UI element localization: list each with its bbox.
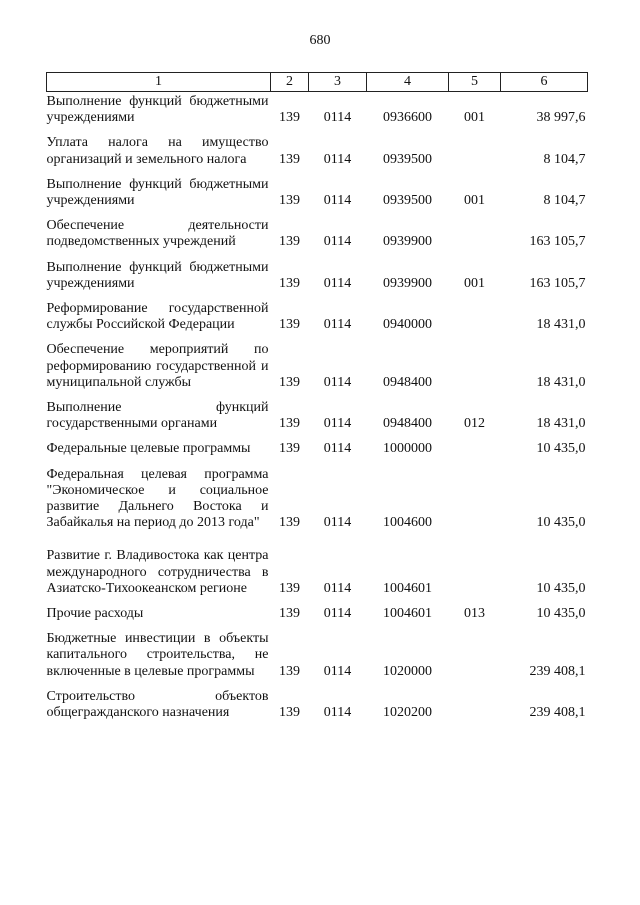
row-amount: 18 431,0 [536,317,586,333]
row-col-4: 1004601 [383,580,432,596]
row-amount: 10 435,0 [536,580,586,596]
row-amount: 18 431,0 [536,374,586,390]
row-name: Выполнение функций бюджетными учреждениями [46,176,269,209]
row-name: Обеспечение мероприятий по реформированию государственной и муниципальной службы [46,342,269,390]
row-col-5 [449,458,501,532]
row-col-5: 001 [464,275,485,291]
row-name: Бюджетные инвестиции в объекты капитального строительства, не включенные в целевые программы [46,631,269,679]
row-col-5: 012 [464,416,485,432]
table-body [47,92,588,722]
table-row [47,432,588,457]
row-amount: 38 997,6 [536,110,586,126]
table-row [47,622,588,680]
row-col-5 [449,531,501,597]
row-col-3: 0114 [323,110,352,126]
table-row [47,126,588,167]
row-col-4: 0940000 [383,317,432,333]
row-col-3: 0114 [323,580,352,596]
table-row [47,597,588,622]
row-name: Выполнение функций государственными органами [46,400,269,432]
row-col-4: 1004601 [383,606,432,622]
row-amount: 8 104,7 [543,193,586,209]
row-col-5: 001 [464,110,485,126]
row-col-5 [449,292,501,333]
row-name: Реформирование государственной службы Российской Федерации [46,301,269,333]
row-col-2: 139 [279,151,300,167]
row-amount: 10 435,0 [536,606,586,622]
row-col-2: 139 [279,110,300,126]
row-name: Выполнение функций бюджетными учреждениями [46,259,269,291]
row-col-2: 139 [279,515,300,531]
row-amount: 10 435,0 [536,441,586,457]
row-col-4: 1020000 [383,663,432,679]
row-col-2: 139 [279,441,300,457]
table-row [47,92,588,127]
row-col-4: 0939500 [383,193,432,209]
table-row [47,251,588,292]
row-col-3: 0114 [323,441,352,457]
table-row [47,168,588,209]
row-name: Строительство объектов общегражданского назначения [46,688,269,721]
row-col-3: 0114 [323,515,352,531]
row-col-4: 0939900 [383,275,432,291]
budget-table [46,72,588,721]
row-col-5 [449,680,501,721]
row-col-2: 139 [279,193,300,209]
row-col-4: 1000000 [383,441,432,457]
header-row [47,73,588,92]
row-amount: 18 431,0 [536,416,586,432]
row-name: Прочие расходы [46,606,144,622]
row-col-2: 139 [279,606,300,622]
row-col-3: 0114 [323,705,352,721]
row-amount: 10 435,0 [536,515,586,531]
row-col-2: 139 [279,580,300,596]
table-row [47,292,588,333]
row-amount: 163 105,7 [529,275,586,291]
row-col-4: 0939900 [383,234,432,250]
row-col-2: 139 [279,663,300,679]
table-row [47,531,588,597]
row-col-3: 0114 [323,317,352,333]
column-header-3: 3 [309,73,367,92]
table-row [47,333,588,391]
row-col-4: 0939500 [383,151,432,167]
column-header-2: 2 [271,73,309,92]
row-col-3: 0114 [323,275,352,291]
table-row [47,391,588,432]
row-amount: 163 105,7 [529,234,586,250]
row-col-2: 139 [279,234,300,250]
row-name: Развитие г. Владивостока как центра международного сотрудничества в Азиатско-Тихоокеанском регионе [46,548,269,596]
row-col-3: 0114 [323,151,352,167]
table-row [47,680,588,721]
table-row [47,458,588,532]
row-col-2: 139 [279,317,300,333]
row-col-4: 0948400 [383,416,432,432]
row-name: Федеральная целевая программа "Экономическое и социальное развитие Дальнего Востока и Забайкалья на период до 2013 года" [46,466,269,531]
row-name: Уплата налога на имущество организаций и земельного налога [46,135,269,167]
row-amount: 239 408,1 [529,663,586,679]
row-col-4: 0948400 [383,374,432,390]
row-col-5: 001 [464,193,485,209]
row-col-5 [449,333,501,391]
row-name: Федеральные целевые программы [46,441,251,457]
row-col-2: 139 [279,416,300,432]
row-name: Выполнение функций бюджетными учреждениями [46,94,269,126]
row-col-5 [449,126,501,167]
row-col-3: 0114 [323,374,352,390]
row-amount: 239 408,1 [529,705,586,721]
row-col-2: 139 [279,275,300,291]
row-amount: 8 104,7 [543,151,586,167]
row-name: Обеспечение деятельности подведомственных учреждений [46,218,269,250]
row-col-5 [449,209,501,250]
row-col-5: 013 [464,606,485,622]
row-col-2: 139 [279,374,300,390]
row-col-4: 1004600 [383,515,432,531]
row-col-3: 0114 [323,606,352,622]
row-col-3: 0114 [323,193,352,209]
column-header-6: 6 [501,73,588,92]
row-col-3: 0114 [323,663,352,679]
column-header-1: 1 [47,73,271,92]
table-row [47,209,588,250]
column-header-5: 5 [449,73,501,92]
table-header [47,73,588,92]
column-header-4: 4 [367,73,449,92]
row-col-4: 0936600 [383,110,432,126]
row-col-5 [449,622,501,680]
row-col-3: 0114 [323,416,352,432]
page-number: 680 [309,33,331,48]
row-col-3: 0114 [323,234,352,250]
row-col-4: 1020200 [383,705,432,721]
row-col-5 [449,432,501,457]
row-col-2: 139 [279,705,300,721]
